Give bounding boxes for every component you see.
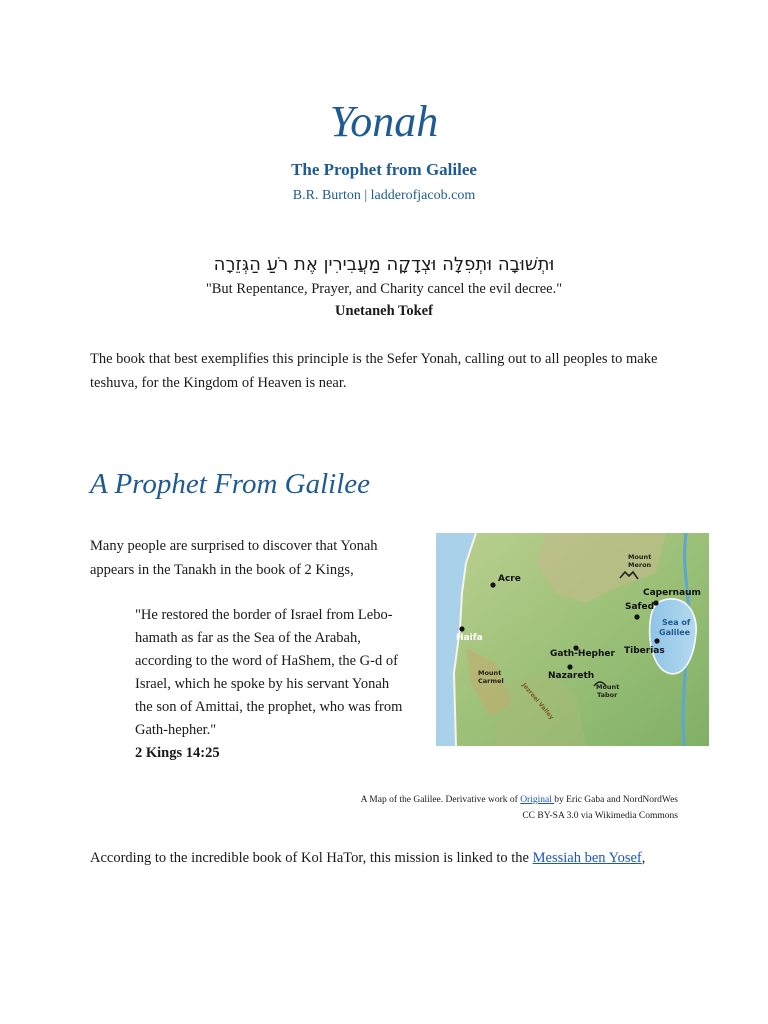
hebrew-epigraph: וּתְשׁוּבָה וּתְפִלָּה וּצְדָקָה מַעֲבִירִין אֶת רֹעַ הַגְּזֵרָה <box>213 254 555 275</box>
map-label-mount-tabor-2: Tabor <box>597 691 618 699</box>
tiberias-dot <box>654 638 659 643</box>
original-link[interactable]: Original <box>520 795 555 805</box>
map-label-acre: Acre <box>498 574 521 584</box>
map-label-mount-carmel-1: Mount <box>478 669 502 677</box>
scripture-quote: "He restored the border of Israel from Lebo-hamath as far as the Sea of the Arabah, according to the word of HaShem, the G-d of Israel, which he spoke by his servant Yonah the son of Amittai, the prophet, who was from Gath-hepher." <box>135 607 403 738</box>
map-caption <box>330 792 678 824</box>
map-label-sea-2: Galilee <box>659 628 691 637</box>
messiah-ben-yosef-link[interactable]: Messiah ben Yosef <box>532 850 642 866</box>
map-label-safed: Safed <box>625 602 655 612</box>
haifa-dot <box>459 626 464 631</box>
safed-dot <box>634 614 639 619</box>
capernaum-dot <box>653 600 658 605</box>
epigraph-translation: "But Repentance, Prayer, and Charity cancel the evil decree." <box>205 281 563 297</box>
para2-text: According to the incredible book of Kol HaTor, this mission is linked to the <box>90 850 533 866</box>
map-label-mount-meron-1: Mount <box>628 553 652 561</box>
map-label-tiberias: Tiberias <box>624 646 665 656</box>
page-title: Yonah <box>329 97 439 146</box>
epigraph-source: Unetaneh Tokef <box>335 303 433 319</box>
caption-prefix: A Map of the Galilee. Derivative work of <box>360 795 521 805</box>
nazareth-dot <box>567 664 572 669</box>
para2-suffix: , <box>641 850 646 866</box>
map-label-sea-1: Sea of <box>662 618 691 627</box>
body-paragraph-2 <box>90 846 690 870</box>
galilee-map <box>436 533 709 746</box>
acre-dot <box>490 582 495 587</box>
body-paragraph: Many people are surprised to discover that Yonah appears in the Tanakh in the book of 2 Kings, <box>90 538 378 578</box>
scripture-reference: 2 Kings 14:25 <box>135 745 220 761</box>
caption-line-2: CC BY-SA 3.0 via Wikimedia Commons <box>522 811 678 821</box>
map-label-mount-tabor-1: Mount <box>596 683 620 691</box>
caption-line-1 <box>330 792 678 808</box>
intro-paragraph: The book that best exemplifies this principle is the Sefer Yonah, calling out to all peoples to make teshuva, for the Kingdom of Heaven is near. <box>90 351 658 391</box>
map-label-haifa: Haifa <box>456 633 483 643</box>
page-subtitle: The Prophet from Galilee <box>291 160 477 179</box>
byline: B.R. Burton | ladderofjacob.com <box>292 188 476 203</box>
map-label-gath-hepher: Gath-Hepher <box>550 649 615 659</box>
caption-suffix: by Eric Gaba and NordNordWes <box>554 795 678 805</box>
map-label-jezreel-valley: Jezreel Valley <box>520 681 556 722</box>
map-label-nazareth: Nazareth <box>548 671 595 681</box>
section-heading: A Prophet From Galilee <box>90 468 371 500</box>
map-label-mount-meron-2: Meron <box>628 561 652 569</box>
map-label-mount-carmel-2: Carmel <box>478 677 504 685</box>
map-label-capernaum: Capernaum <box>643 588 701 598</box>
